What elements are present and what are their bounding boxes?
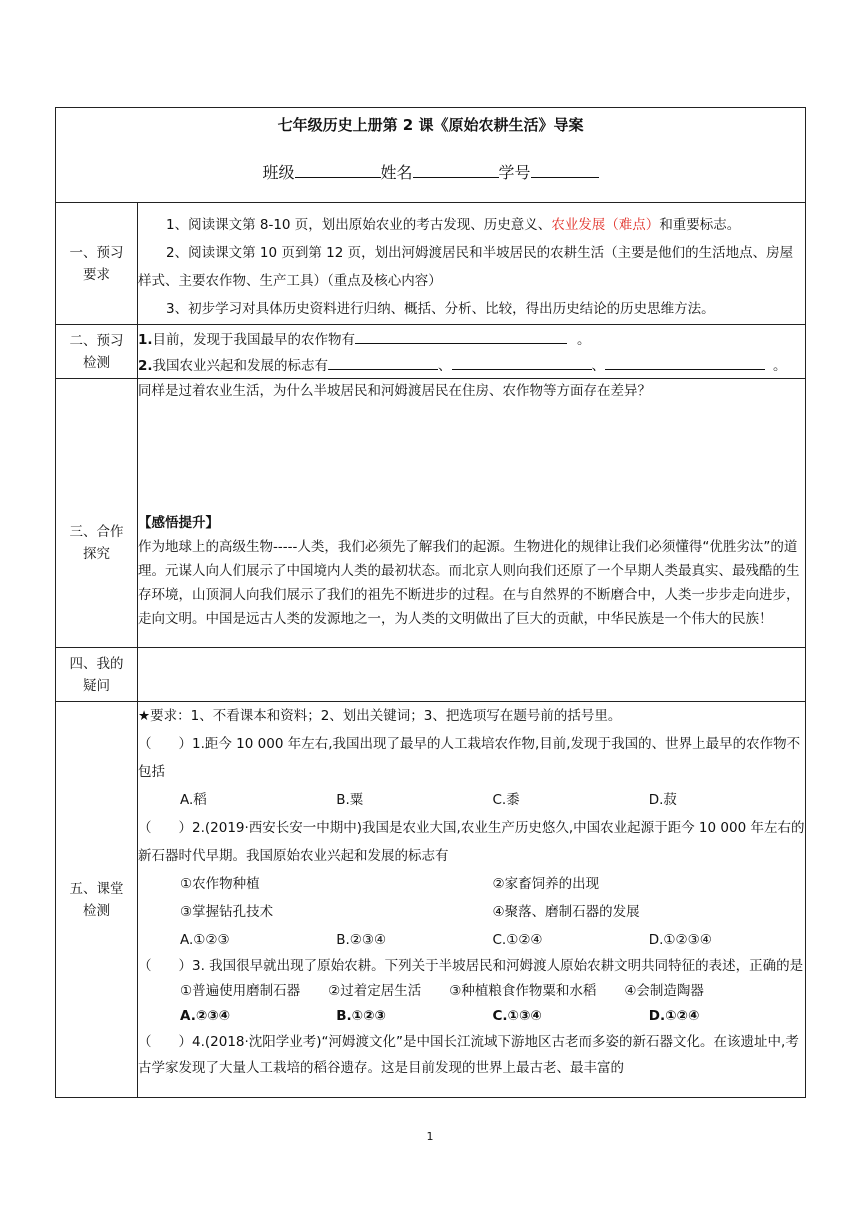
q1-option-d[interactable]: D.菽	[648, 792, 677, 808]
number-blank[interactable]	[531, 160, 599, 178]
explore-question: 同样是过着农业生活，为什么半坡居民和河姆渡居民在住房、农作物等方面存在差异？	[138, 383, 651, 399]
number-label: 学号	[498, 163, 531, 182]
q1-blank[interactable]	[355, 326, 567, 344]
section-3-content	[138, 379, 806, 648]
q2-blank-1[interactable]	[328, 352, 438, 370]
section-5-label: 五、课堂 检测	[56, 702, 138, 1098]
page-number: 1	[426, 1130, 434, 1143]
preview-item-1: 1、阅读课文第 8-10 页，划出原始农业的考古发现、历史意义、农业发展（难点）和重要标志。	[166, 217, 741, 233]
questions-answer-space[interactable]	[138, 648, 806, 702]
answer-space[interactable]	[138, 403, 805, 511]
class-blank[interactable]	[295, 160, 381, 178]
q2-options	[138, 926, 805, 954]
quiz-requirements: ★要求：1、不看课本和资料；2、划出关键词；3、把选项写在题号前的括号里。	[138, 708, 622, 724]
section-5-content	[138, 702, 806, 1098]
name-label: 姓名	[380, 163, 413, 182]
q2-option-d[interactable]: D.①②③④	[648, 932, 712, 948]
quiz-question-4: （ ）4.(2018·沈阳学业考)“河姆渡文化”是中国长江流域下游地区古老而多姿的新石器文化。在该遗址中,考古学家发现了大量人工栽培的稻谷遗存。这是目前发现的世界上最古老、最丰富的	[138, 1034, 799, 1076]
difficulty-highlight: 农业发展（难点）	[551, 217, 660, 233]
section-2-label: 二、预习 检测	[56, 325, 138, 379]
q3-options	[138, 1004, 805, 1029]
section-2-content	[138, 325, 806, 379]
check-question-2: 2.我国农业兴起和发展的标志有 、 、 。	[138, 352, 805, 378]
insight-text: 作为地球上的高级生物-----人类，我们必须先了解我们的起源。生物进化的规律让我们必须懂得“优胜劣汰”的道理。元谋人向人们展示了中国境内人类的最初状态。而北京人则向我们还原了一个早期人类最真实、最残酷的生存环境，山顶洞人向我们展示了我们的祖先不断进步的过程。在与自然界的不断磨合中，人类一步步走向进步，走向文明。中国是远古人类的发源地之一，为人类的文明做出了巨大的贡献，中华民族是一个伟大的民族！	[138, 539, 800, 627]
preview-item-3: 3、初步学习对具体历史资料进行归纳、概括、分析、比较，得出历史结论的历史思维方法。	[166, 301, 715, 317]
q1-option-a[interactable]: A.稻	[180, 792, 207, 808]
quiz-question-1: （ ）1.距今 10 000 年左右,我国出现了最早的人工栽培农作物,目前,发现于我国的、世界上最早的农作物不包括	[138, 736, 801, 780]
q2-items-row-2: ③掌握钻孔技术 ④聚落、磨制石器的发展	[180, 904, 640, 920]
quiz-question-2: （ ）2.(2019·西安长安一中期中)我国是农业大国,农业生产历史悠久,中国农业起源于距今 10 000 年左右的新石器时代早期。我国原始农业兴起和发展的标志有	[138, 820, 805, 864]
section-1-label: 一、预习 要求	[56, 203, 138, 325]
section-4-label: 四、我的 疑问	[56, 648, 138, 702]
page-title: 七年级历史上册第 2 课《原始农耕生活》导案	[277, 116, 584, 134]
check-question-1: 1.目前，发现于我国最早的农作物有 。	[138, 326, 805, 352]
q3-option-b[interactable]: B.①②③	[336, 1008, 386, 1024]
q2-option-a[interactable]: A.①②③	[180, 932, 230, 948]
q1-options	[138, 786, 805, 814]
q2-option-c[interactable]: C.①②④	[492, 932, 543, 948]
quiz-question-3: （ ）3. 我国很早就出现了原始农耕。下列关于半坡居民和河姆渡人原始农耕文明共同特征的表述，正确的是	[138, 958, 804, 974]
title-cell	[56, 108, 806, 203]
student-info-line	[56, 160, 805, 186]
q2-items-row-1: ①农作物种植 ②家畜饲养的出现	[180, 876, 600, 892]
section-3-label: 三、合作 探究	[56, 379, 138, 648]
q3-option-d[interactable]: D.①②④	[648, 1008, 700, 1024]
q2-blank-3[interactable]	[605, 352, 765, 370]
insight-heading: 【感悟提升】	[138, 515, 219, 531]
q3-option-a[interactable]: A.②③④	[180, 1008, 231, 1024]
q2-blank-2[interactable]	[452, 352, 592, 370]
preview-item-2: 2、阅读课文第 10 页到第 12 页，划出河姆渡居民和半坡居民的农耕生活（主要是他们的生活地点、房屋样式、主要农作物、生产工具）（重点及核心内容）	[138, 245, 794, 289]
q1-option-b[interactable]: B.粟	[336, 792, 364, 808]
name-blank[interactable]	[413, 160, 499, 178]
q1-option-c[interactable]: C.黍	[492, 792, 520, 808]
q2-option-b[interactable]: B.②③④	[336, 932, 387, 948]
class-label: 班级	[262, 163, 295, 182]
q3-option-c[interactable]: C.①③④	[492, 1008, 542, 1024]
q3-items: ①普遍使用磨制石器 ②过着定居生活 ③种植粮食作物粟和水稻 ④会制造陶器	[180, 983, 704, 999]
study-guide-table	[55, 107, 806, 1098]
section-1-content	[138, 203, 806, 325]
